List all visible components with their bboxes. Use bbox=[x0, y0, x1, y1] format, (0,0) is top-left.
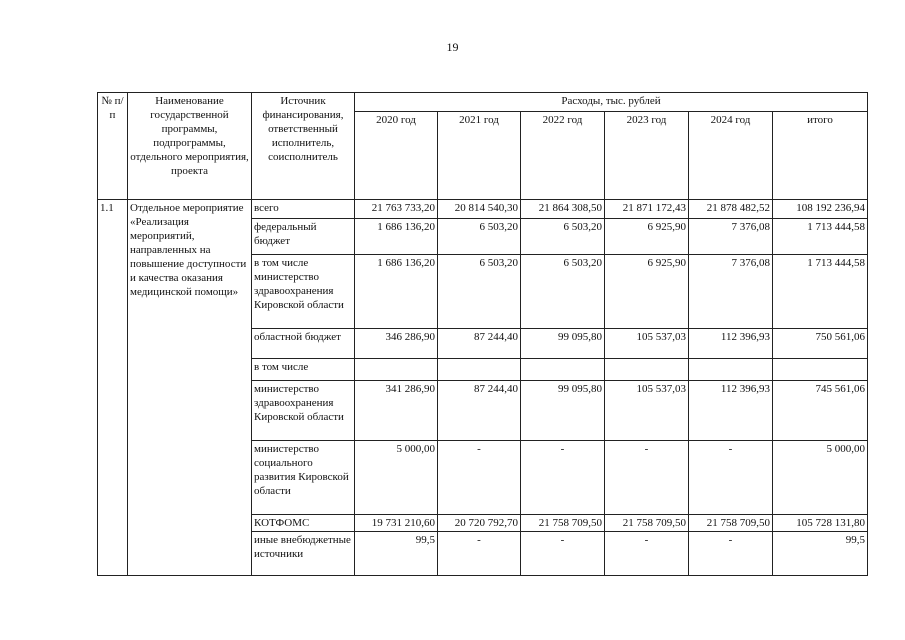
value-cell: 21 758 709,50 bbox=[605, 515, 689, 532]
value-cell: 105 537,03 bbox=[605, 329, 689, 359]
total-cell: 750 561,06 bbox=[773, 329, 868, 359]
value-cell: 112 396,93 bbox=[689, 329, 773, 359]
item-number: 1.1 bbox=[98, 200, 128, 576]
value-cell: 1 686 136,20 bbox=[355, 219, 438, 255]
value-cell: 5 000,00 bbox=[355, 441, 438, 515]
value-cell bbox=[521, 359, 605, 381]
value-cell: 341 286,90 bbox=[355, 381, 438, 441]
total-cell: 108 192 236,94 bbox=[773, 200, 868, 219]
value-cell bbox=[355, 359, 438, 381]
value-cell: 1 686 136,20 bbox=[355, 255, 438, 329]
source-cell: в том числе bbox=[252, 359, 355, 381]
header-row-1 bbox=[98, 93, 868, 112]
value-cell: 99 095,80 bbox=[521, 329, 605, 359]
header-year: 2021 год bbox=[438, 112, 521, 200]
value-cell: 99 095,80 bbox=[521, 381, 605, 441]
header-year: 2024 год bbox=[689, 112, 773, 200]
header-year: 2020 год bbox=[355, 112, 438, 200]
item-name: Отдельное мероприятие «Реализация мероприятий, направленных на повышение доступности и качества оказания медицинской помощи» bbox=[128, 200, 252, 576]
value-cell: 19 731 210,60 bbox=[355, 515, 438, 532]
page-number: 19 bbox=[446, 40, 459, 54]
source-cell: иные внебюджетные источники bbox=[252, 532, 355, 576]
value-cell: - bbox=[605, 532, 689, 576]
header-source: Источник финансирования, ответственный исполнитель, соисполнитель bbox=[252, 93, 355, 200]
value-cell: 6 925,90 bbox=[605, 219, 689, 255]
value-cell: - bbox=[521, 441, 605, 515]
value-cell bbox=[689, 359, 773, 381]
value-cell: 87 244,40 bbox=[438, 329, 521, 359]
header-total: итого bbox=[773, 112, 868, 200]
value-cell: 20 720 792,70 bbox=[438, 515, 521, 532]
value-cell: 6 925,90 bbox=[605, 255, 689, 329]
value-cell: - bbox=[689, 532, 773, 576]
value-cell: 346 286,90 bbox=[355, 329, 438, 359]
value-cell: 21 878 482,52 bbox=[689, 200, 773, 219]
header-year: 2022 год bbox=[521, 112, 605, 200]
value-cell: 6 503,20 bbox=[521, 219, 605, 255]
header-expenses: Расходы, тыс. рублей bbox=[355, 93, 868, 112]
value-cell: - bbox=[438, 532, 521, 576]
value-cell: 7 376,08 bbox=[689, 219, 773, 255]
value-cell: - bbox=[521, 532, 605, 576]
value-cell: 21 758 709,50 bbox=[689, 515, 773, 532]
value-cell: - bbox=[605, 441, 689, 515]
source-cell: областной бюджет bbox=[252, 329, 355, 359]
value-cell: 6 503,20 bbox=[438, 219, 521, 255]
value-cell: - bbox=[438, 441, 521, 515]
value-cell: 112 396,93 bbox=[689, 381, 773, 441]
value-cell: 6 503,20 bbox=[521, 255, 605, 329]
table-row bbox=[98, 200, 868, 219]
total-cell: 1 713 444,58 bbox=[773, 255, 868, 329]
source-cell: в том числе министерство здравоохранения Кировской области bbox=[252, 255, 355, 329]
total-cell: 5 000,00 bbox=[773, 441, 868, 515]
value-cell: 20 814 540,30 bbox=[438, 200, 521, 219]
source-cell: министерство социального развития Кировской области bbox=[252, 441, 355, 515]
source-cell: федеральный бюджет bbox=[252, 219, 355, 255]
value-cell: 21 871 172,43 bbox=[605, 200, 689, 219]
value-cell bbox=[438, 359, 521, 381]
value-cell: 21 758 709,50 bbox=[521, 515, 605, 532]
total-cell bbox=[773, 359, 868, 381]
value-cell bbox=[605, 359, 689, 381]
value-cell: 105 537,03 bbox=[605, 381, 689, 441]
value-cell: - bbox=[689, 441, 773, 515]
total-cell: 1 713 444,58 bbox=[773, 219, 868, 255]
total-cell: 745 561,06 bbox=[773, 381, 868, 441]
value-cell: 21 864 308,50 bbox=[521, 200, 605, 219]
source-cell: КОТФОМС bbox=[252, 515, 355, 532]
total-cell: 99,5 bbox=[773, 532, 868, 576]
total-cell: 105 728 131,80 bbox=[773, 515, 868, 532]
value-cell: 87 244,40 bbox=[438, 381, 521, 441]
value-cell: 6 503,20 bbox=[438, 255, 521, 329]
source-cell: министерство здравоохранения Кировской области bbox=[252, 381, 355, 441]
value-cell: 99,5 bbox=[355, 532, 438, 576]
value-cell: 7 376,08 bbox=[689, 255, 773, 329]
budget-table bbox=[97, 92, 868, 576]
header-num: № п/п bbox=[98, 93, 128, 200]
value-cell: 21 763 733,20 bbox=[355, 200, 438, 219]
header-name: Наименование государственной программы, подпрограммы, отдельного мероприятия, проекта bbox=[128, 93, 252, 200]
header-year: 2023 год bbox=[605, 112, 689, 200]
source-cell: всего bbox=[252, 200, 355, 219]
